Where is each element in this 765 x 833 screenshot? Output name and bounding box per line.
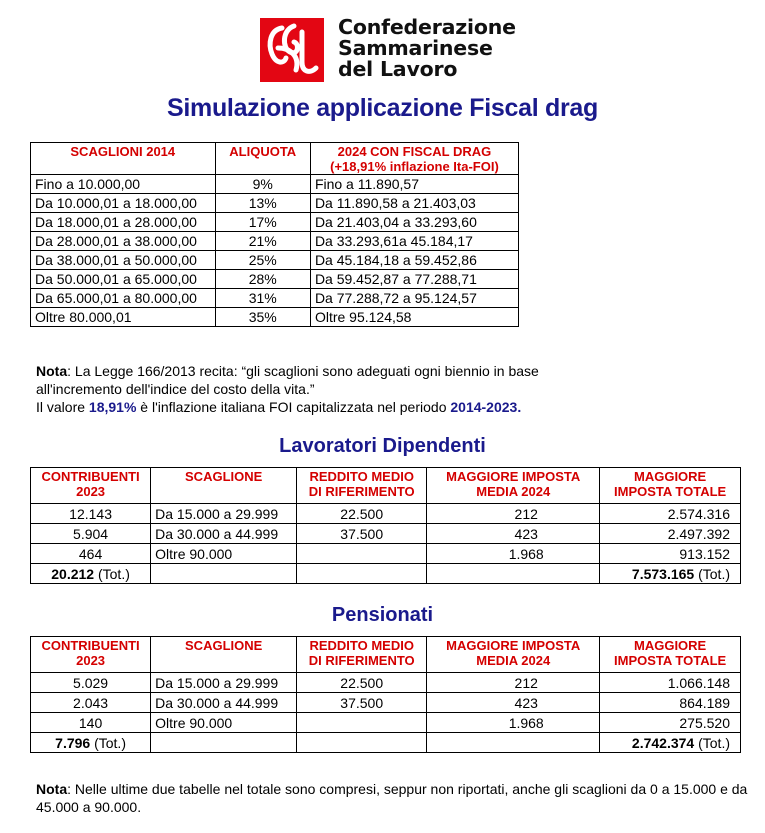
bracket-2014: Fino a 10.000,00: [31, 175, 216, 194]
bracket-2014: Da 28.000,01 a 38.000,00: [31, 232, 216, 251]
note-totals: [36, 780, 756, 816]
scaglione-cell: Da 15.000 a 29.999: [151, 673, 297, 693]
header-reddito-medio: [297, 637, 427, 673]
scaglione-cell: Da 15.000 a 29.999: [151, 504, 297, 524]
total-contribuenti: [31, 733, 151, 753]
bracket-2014: Oltre 80.000,01: [31, 308, 216, 327]
bracket-2024: Da 33.293,61a 45.184,17: [310, 232, 518, 251]
reddito-medio-cell: [297, 544, 427, 564]
header-maggiore-imposta-media: [427, 637, 600, 673]
bracket-2014: Da 65.000,01 a 80.000,00: [31, 289, 216, 308]
scaglione-cell: Da 30.000 a 44.999: [151, 524, 297, 544]
contribuenti-cell: 5.029: [31, 673, 151, 693]
table-header-row: [31, 468, 741, 504]
header-line: MAGGIORE IMPOSTA: [446, 469, 581, 484]
note-law-line-2: all'incremento dell'indice del costo della vita.”: [36, 381, 315, 397]
org-name: [338, 17, 516, 80]
bracket-rate: 21%: [215, 232, 310, 251]
org-name-line-2: Sammarinese: [338, 36, 493, 60]
header-line: REDDITO MEDIO: [309, 469, 414, 484]
bracket-rate: 31%: [215, 289, 310, 308]
table-row: [31, 270, 519, 289]
imposta-totale-cell: 1.066.148: [600, 673, 741, 693]
note-text-3a: Il valore: [36, 399, 89, 415]
bracket-rate: 9%: [215, 175, 310, 194]
header-line: MAGGIORE: [634, 638, 707, 653]
total-imposta-value: 2.742.374: [631, 734, 695, 751]
note-label: Nota: [36, 781, 68, 797]
header-2024-line-1: 2024 CON FISCAL DRAG: [337, 144, 492, 159]
table-row: [31, 289, 519, 308]
header-scaglione: [151, 468, 297, 504]
total-contribuenti: [31, 564, 151, 584]
header-line: CONTRIBUENTI: [41, 638, 140, 653]
imposta-totale-cell: 2.497.392: [600, 524, 741, 544]
header-line: IMPOSTA TOTALE: [614, 484, 727, 499]
reddito-medio-cell: 22.500: [297, 673, 427, 693]
header-line: SCAGLIONE: [185, 469, 263, 484]
table-header-row: [31, 637, 741, 673]
reddito-medio-cell: 22.500: [297, 504, 427, 524]
note-law-line-3: [36, 398, 556, 416]
header-line: MAGGIORE IMPOSTA: [446, 638, 581, 653]
table-row: [31, 213, 519, 232]
org-name-line-1: Confederazione: [338, 15, 516, 39]
imposta-media-cell: 1.968: [427, 713, 600, 733]
contribuenti-cell: 2.043: [31, 693, 151, 713]
empty-cell: [297, 564, 427, 584]
org-name-line-3: del Lavoro: [338, 57, 458, 81]
empty-cell: [427, 564, 600, 584]
total-imposta: [600, 733, 741, 753]
table-row: [31, 175, 519, 194]
header-scaglioni-2014: SCAGLIONI 2014: [31, 143, 216, 175]
pensioners-table: [30, 636, 741, 753]
reddito-medio-cell: 37.500: [297, 524, 427, 544]
section-title-employees: Lavoratori Dipendenti: [279, 435, 486, 457]
tax-brackets-body: [31, 175, 519, 327]
bracket-2024: Da 59.452,87 a 77.288,71: [310, 270, 518, 289]
note-label: Nota: [36, 363, 68, 379]
header-aliquota: ALIQUOTA: [215, 143, 310, 175]
imposta-media-cell: 1.968: [427, 544, 600, 564]
imposta-totale-cell: 864.189: [600, 693, 741, 713]
csdl-logo-icon: [260, 18, 324, 82]
imposta-media-cell: 212: [427, 504, 600, 524]
bracket-2014: Da 10.000,01 a 18.000,00: [31, 194, 216, 213]
reddito-medio-cell: 37.500: [297, 693, 427, 713]
scaglione-cell: Oltre 90.000: [151, 713, 297, 733]
imposta-media-cell: 423: [427, 524, 600, 544]
contribuenti-cell: 5.904: [31, 524, 151, 544]
reddito-medio-cell: [297, 713, 427, 733]
note-law: [36, 362, 556, 416]
inflation-value: 18,91%: [88, 399, 137, 415]
tot-label: (Tot.): [90, 734, 126, 751]
page-title: Simulazione applicazione Fiscal drag: [167, 94, 598, 122]
note-text-1: : La Legge 166/2013 recita: “gli scaglioni sono adeguati ogni biennio in base: [67, 363, 539, 379]
employees-body: [31, 504, 741, 564]
header-maggiore-imposta-totale: [600, 468, 741, 504]
bracket-2024: Da 21.403,04 a 33.293,60: [310, 213, 518, 232]
table-header-row: [31, 143, 519, 175]
contribuenti-cell: 140: [31, 713, 151, 733]
bracket-rate: 13%: [215, 194, 310, 213]
imposta-media-cell: 423: [427, 693, 600, 713]
table-row: [31, 544, 741, 564]
header-contribuenti: [31, 637, 151, 673]
bracket-2024: Da 45.184,18 a 59.452,86: [310, 251, 518, 270]
section-title-pensioners: Pensionati: [331, 604, 434, 626]
employees-table: [30, 467, 741, 584]
bracket-2014: Da 38.000,01 a 50.000,00: [31, 251, 216, 270]
scaglione-cell: Oltre 90.000: [151, 544, 297, 564]
bracket-rate: 35%: [215, 308, 310, 327]
header-2024-line-2: (+18,91% inflazione Ita-FOI): [330, 159, 499, 174]
header-maggiore-imposta-media: [427, 468, 600, 504]
contribuenti-cell: 12.143: [31, 504, 151, 524]
header-scaglione: [151, 637, 297, 673]
header-line: 2023: [76, 484, 106, 499]
header-contribuenti: [31, 468, 151, 504]
total-contribuenti-value: 20.212: [51, 565, 95, 582]
contribuenti-cell: 464: [31, 544, 151, 564]
header-line: IMPOSTA TOTALE: [614, 653, 727, 668]
imposta-totale-cell: 2.574.316: [600, 504, 741, 524]
header-line: SCAGLIONE: [185, 638, 263, 653]
table-row: [31, 673, 741, 693]
bracket-2024: Oltre 95.124,58: [310, 308, 518, 327]
header-line: MAGGIORE: [634, 469, 707, 484]
header-line: CONTRIBUENTI: [41, 469, 140, 484]
pensioners-body: [31, 673, 741, 733]
table-row: [31, 308, 519, 327]
bracket-rate: 17%: [215, 213, 310, 232]
imposta-totale-cell: 275.520: [600, 713, 741, 733]
header-line: 2023: [76, 653, 106, 668]
table-row: [31, 194, 519, 213]
bracket-2014: Da 50.000,01 a 65.000,00: [31, 270, 216, 289]
empty-cell: [151, 733, 297, 753]
table-row: [31, 693, 741, 713]
bracket-2024: Fino a 11.890,57: [310, 175, 518, 194]
header-line: MEDIA 2024: [476, 484, 551, 499]
bracket-rate: 25%: [215, 251, 310, 270]
header-logo: [260, 15, 516, 82]
header-reddito-medio: [297, 468, 427, 504]
empty-cell: [151, 564, 297, 584]
header-line: DI RIFERIMENTO: [308, 484, 415, 499]
total-row: [31, 733, 741, 753]
table-row: [31, 232, 519, 251]
imposta-totale-cell: 913.152: [600, 544, 741, 564]
header-line: MEDIA 2024: [476, 653, 551, 668]
tot-label: (Tot.): [694, 565, 730, 582]
bracket-2024: Da 77.288,72 a 95.124,57: [310, 289, 518, 308]
header-line: REDDITO MEDIO: [309, 638, 414, 653]
total-imposta-value: 7.573.165: [631, 565, 695, 582]
bracket-2024: Da 11.890,58 a 21.403,03: [310, 194, 518, 213]
total-row: [31, 564, 741, 584]
tax-brackets-table: [30, 142, 519, 327]
inflation-period: 2014-2023.: [450, 399, 522, 415]
bracket-2014: Da 18.000,01 a 28.000,00: [31, 213, 216, 232]
bracket-rate: 28%: [215, 270, 310, 289]
header-maggiore-imposta-totale: [600, 637, 741, 673]
header-line: DI RIFERIMENTO: [308, 653, 415, 668]
note-totals-text: : Nelle ultime due tabelle nel totale sono compresi, seppur non riportati, anche gli scaglioni da 0 a 15.000 e da 45.000 a 90.000.: [36, 781, 748, 815]
note-text-3b: è l'inflazione italiana FOI capitalizzata nel periodo: [136, 399, 451, 415]
scaglione-cell: Da 30.000 a 44.999: [151, 693, 297, 713]
note-law-line-1: [36, 362, 556, 380]
header-2024-fiscal-drag: [310, 143, 518, 175]
table-row: [31, 524, 741, 544]
empty-cell: [427, 733, 600, 753]
tot-label: (Tot.): [694, 734, 730, 751]
imposta-media-cell: 212: [427, 673, 600, 693]
total-imposta: [600, 564, 741, 584]
table-row: [31, 504, 741, 524]
table-row: [31, 713, 741, 733]
table-row: [31, 251, 519, 270]
tot-label: (Tot.): [94, 565, 130, 582]
total-contribuenti-value: 7.796: [55, 734, 91, 751]
empty-cell: [297, 733, 427, 753]
